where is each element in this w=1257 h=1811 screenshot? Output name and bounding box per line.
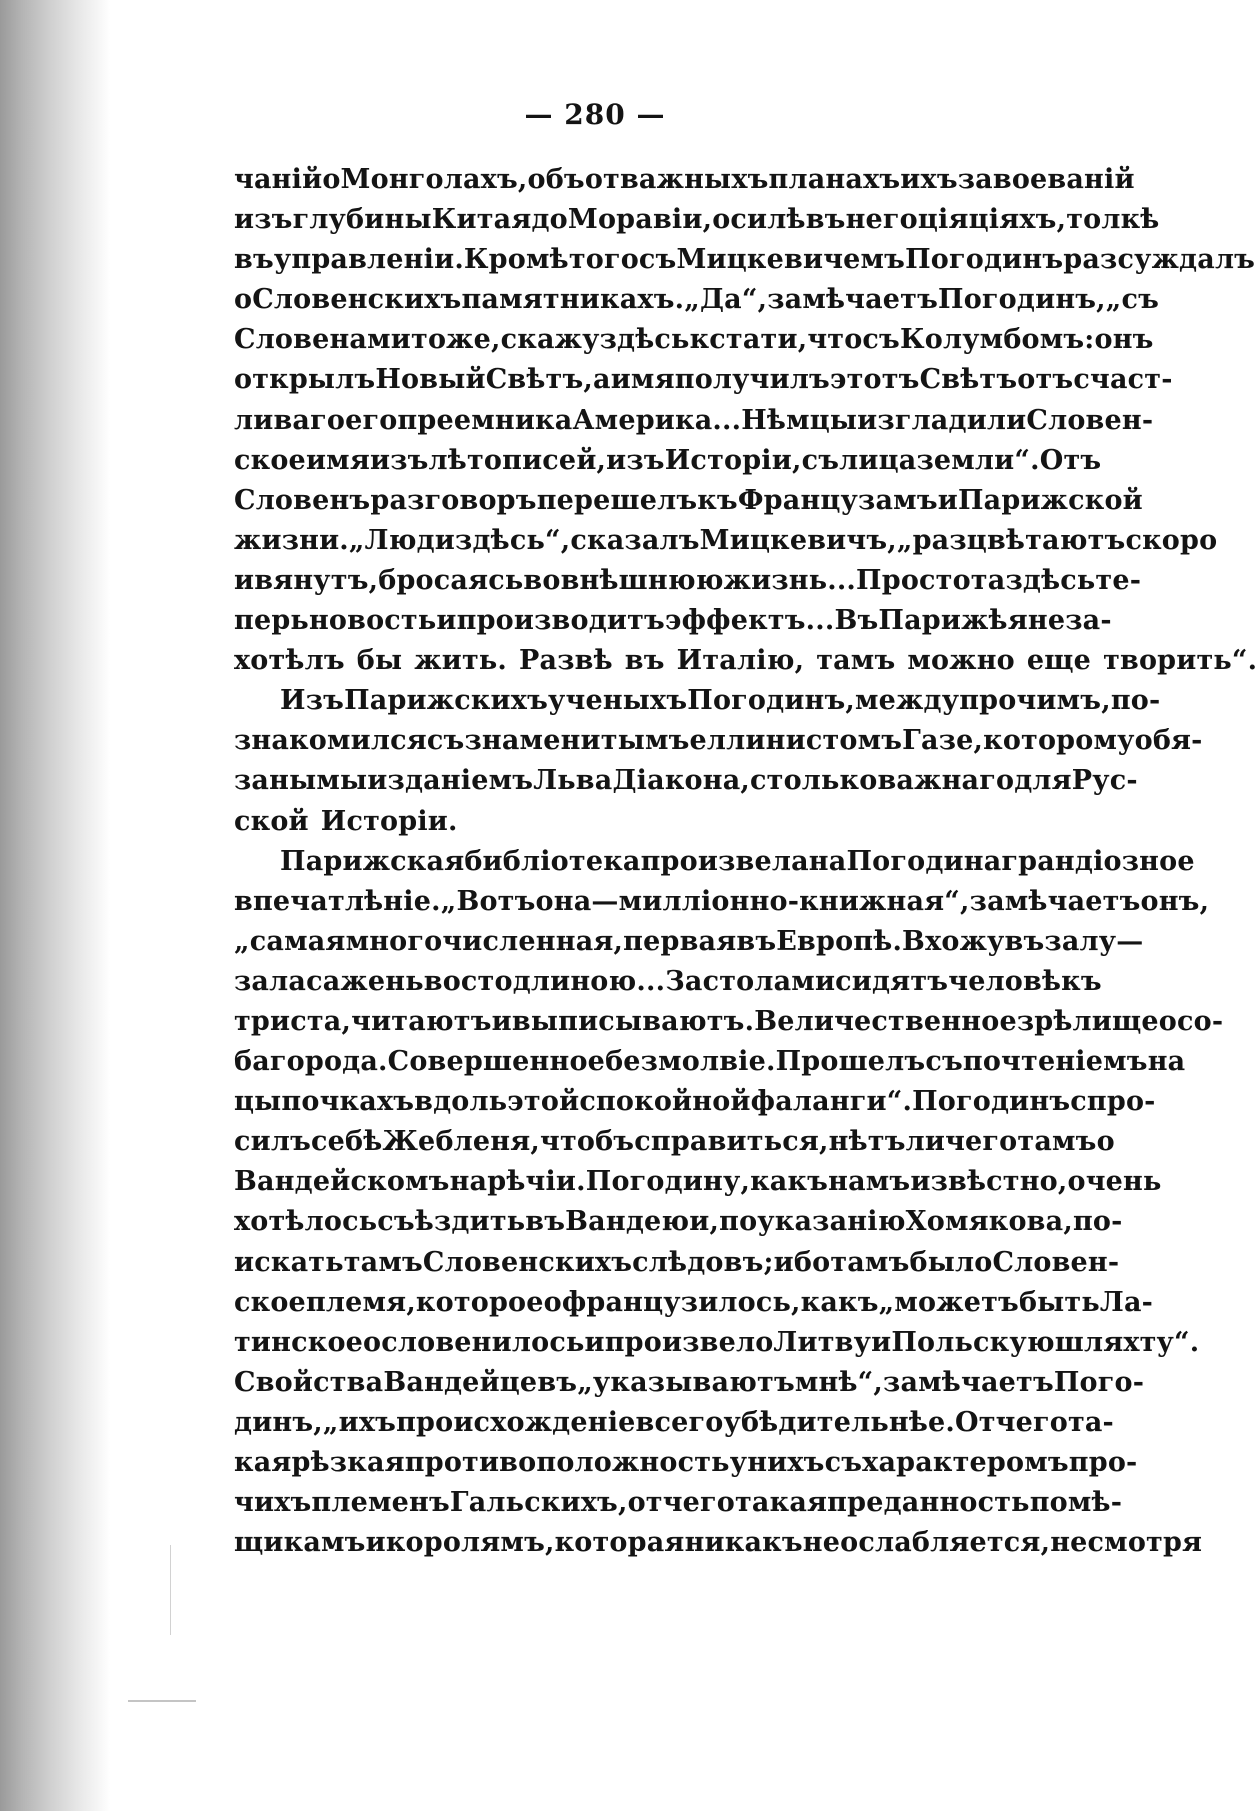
text-line: впечатлѣніе. „Вотъ она—милліонно-книжная“, замѣчаетъ онъ, [234,885,1210,917]
text-line: знакомился съ знаменитымъ еллинистомъ Газе, которому обя- [234,725,1203,757]
text-line: въ управленіи. Кромѣ того съ Мицкевичемъ Погодинъ разсуждалъ [234,244,1256,276]
text-line: и вянутъ, бросаясь во внѣшнюю жизнь... Простота здѣсь те- [234,564,1142,596]
paragraph [234,681,1203,841]
text-line: хотѣлъ бы жить. Развѣ въ Италію, тамъ можно еще творить“. [234,645,1257,677]
text-line: Словенами то же, скажу здѣсь кстати, что съ Колумбомъ: онъ [234,324,1154,356]
text-line: чихъ племенъ Гальскихъ, отчего такая преданность помѣ- [234,1487,1123,1519]
scan-mark [128,1700,196,1702]
text-line: ской Исторіи. [234,805,458,837]
text-line: щикамъ и королямъ, которая никакъ не ослабляется, не смотря [234,1527,1203,1559]
text-line: искать тамъ Словенскихъ слѣдовъ; ибо тамъ было Словен- [234,1246,1120,1278]
text-line: открылъ Новый Свѣтъ, а имя получилъ этотъ Свѣтъ отъ счаст- [234,364,1173,396]
text-line: триста, читаютъ и выписываютъ. Величественное зрѣлище осо- [234,1005,1224,1037]
text-line: динъ, „ихъ происхожденіе всего убѣдительнѣе. Отчего та- [234,1406,1114,1438]
text-line: Изъ Парижскихъ ученыхъ Погодинъ, между прочимъ, по- [280,685,1161,717]
text-line: жизни. „Люди здѣсь“, сказалъ Мицкевичъ, „разцвѣтаютъ скоро [234,524,1218,556]
text-line: кая рѣзкая противоположность у нихъ съ характеромъ про- [234,1447,1138,1478]
text-line: чаній о Монголахъ, объ отважныхъ планахъ ихъ завоеваній [234,164,1135,195]
text-line: Парижская библіотека произвела на Погодина грандіозное [280,845,1195,877]
text-line: перь новость и производитъ эффектъ... Въ Парижѣ я не за- [234,605,1112,637]
paragraph [234,160,1257,681]
text-line: цыпочкахъ вдоль этой спокойной фаланги“. Погодинъ спро- [234,1086,1156,1118]
text-line: силъ себѣ Жебленя, чтобъ справиться, нѣтъ ли чего тамъ о [234,1126,1115,1158]
page-number: — 280 — [524,98,666,131]
text-line: Свойства Вандейцевъ „указываютъ мнѣ“, замѣчаетъ Пого- [234,1366,1145,1398]
text-line: о Словенскихъ памятникахъ. „Да“, замѣчаетъ Погодинъ, „съ [234,284,1160,316]
text-line: заны мы изданіемъ Льва Діакона, столько важнаго для Рус- [234,765,1138,797]
text-line: Словенъ разговоръ перешелъ къ Французамъ и Парижской [234,484,1143,516]
text-line: Вандейскомъ нарѣчіи. Погодину, какъ намъ извѣстно, очень [234,1166,1162,1198]
text-line: зала сажень во сто длиною... За столами сидятъ человѣкъ [234,965,1102,997]
text-line: ское племя, которое офранцузилось, какъ „можетъ быть Ла- [234,1286,1154,1318]
text-line: ливаго его преемника Америка... Нѣмцы изгладили Словен- [234,404,1154,436]
text-line: тинское ословенилось и произвело Литву и Польскую шляхту“. [234,1326,1200,1358]
text-line: баго рода. Совершенное безмолвіе. Прошелъ съ почтеніемъ на [234,1046,1186,1078]
scan-binding-edge [0,0,110,1811]
scan-mark [170,1545,171,1635]
paragraph [234,842,1224,1564]
text-line: ское имя изъ лѣтописей, изъ Исторіи, съ лица земли“. Отъ [234,444,1102,476]
body-text [234,160,1257,1563]
text-line: „самая многочисленная, первая въ Европѣ. Вхожу въ залу— [234,925,1144,957]
text-line: хотѣлось съѣздить въ Вандею и, по указанію Хомякова, по- [234,1206,1123,1238]
text-line: изъ глубины Китая до Моравіи, о силѣ въ негоціяціяхъ, толкѣ [234,204,1160,236]
